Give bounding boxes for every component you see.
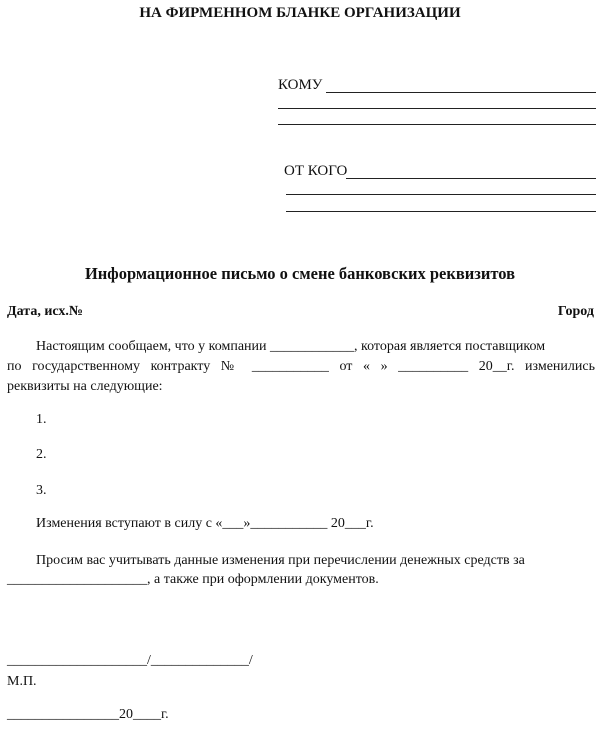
list-item-1: 1. bbox=[36, 412, 47, 427]
date-number-label: Дата, исх.№ bbox=[7, 304, 83, 319]
signature-line: ____________________/______________/ bbox=[7, 653, 253, 668]
signature-date: ________________20____г. bbox=[7, 707, 169, 722]
list-item-2: 2. bbox=[36, 447, 47, 462]
sender-label: ОТ КОГО bbox=[284, 163, 348, 179]
city-label: Город bbox=[557, 304, 594, 319]
paragraph-2-line-2: ____________________, а также при оформлении документов. bbox=[7, 572, 379, 587]
paragraph-1-line-1: Настоящим сообщаем, что у компании ____________, которая является поставщиком bbox=[36, 339, 546, 354]
document-title: Информационное письмо о смене банковских реквизитов bbox=[84, 264, 516, 283]
effective-date-line: Изменения вступают в силу с «___»___________ 20___г. bbox=[36, 516, 374, 531]
recipient-line-3[interactable] bbox=[278, 124, 596, 125]
recipient-label: КОМУ bbox=[278, 77, 323, 93]
recipient-line-2[interactable] bbox=[278, 108, 596, 109]
paragraph-1-line-3: реквизиты на следующие: bbox=[7, 379, 163, 394]
sender-line-3[interactable] bbox=[286, 211, 596, 212]
paragraph-2-line-1: Просим вас учитывать данные изменения при перечислении денежных средств за bbox=[36, 553, 525, 568]
paragraph-1-line-2: по государственному контракту № ___________ от « » __________ 20__г. изменились bbox=[7, 359, 595, 374]
sender-line-1[interactable] bbox=[346, 178, 596, 179]
sender-line-2[interactable] bbox=[286, 194, 596, 195]
letterhead-note: НА ФИРМЕННОМ БЛАНКЕ ОРГАНИЗАЦИИ bbox=[139, 5, 461, 21]
list-item-3: 3. bbox=[36, 483, 47, 498]
stamp-label: М.П. bbox=[7, 674, 37, 689]
recipient-line-1[interactable] bbox=[326, 92, 596, 93]
